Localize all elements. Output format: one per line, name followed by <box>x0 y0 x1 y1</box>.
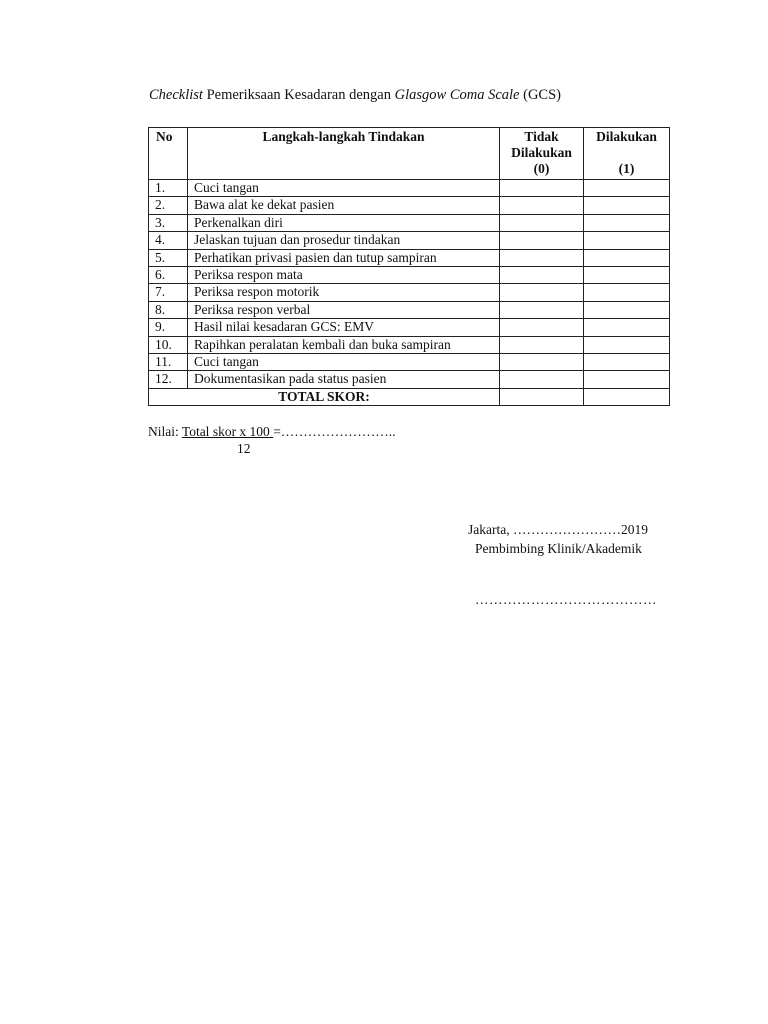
row-done-cell <box>584 197 670 214</box>
row-done-cell <box>584 214 670 231</box>
score-formula <box>148 424 396 440</box>
row-done-cell <box>584 353 670 370</box>
row-number: 9. <box>149 319 188 336</box>
table-row <box>149 336 670 353</box>
row-step: Periksa respon motorik <box>188 284 500 301</box>
row-done-cell <box>584 232 670 249</box>
row-done-cell <box>584 284 670 301</box>
row-number: 10. <box>149 336 188 353</box>
table-row <box>149 266 670 283</box>
row-done-cell <box>584 249 670 266</box>
table-row <box>149 180 670 197</box>
header-done-score: (1) <box>618 161 635 176</box>
header-not-done <box>500 128 584 180</box>
row-step: Rapihkan peralatan kembali dan buka sampiran <box>188 336 500 353</box>
checklist-table <box>148 127 670 406</box>
score-denominator: 12 <box>237 441 251 456</box>
row-not-done-cell <box>500 319 584 336</box>
row-step: Perhatikan privasi pasien dan tutup sampiran <box>188 249 500 266</box>
table-header-row <box>149 128 670 180</box>
row-done-cell <box>584 301 670 318</box>
score-label: Nilai: <box>148 424 182 439</box>
header-not-done-line1: Tidak <box>524 129 559 144</box>
row-done-cell <box>584 336 670 353</box>
row-step: Bawa alat ke dekat pasien <box>188 197 500 214</box>
row-not-done-cell <box>500 266 584 283</box>
table-row <box>149 353 670 370</box>
row-not-done-cell <box>500 197 584 214</box>
total-done-cell <box>584 388 670 405</box>
total-score-row <box>149 388 670 405</box>
row-not-done-cell <box>500 301 584 318</box>
row-step: Periksa respon mata <box>188 266 500 283</box>
table-row <box>149 232 670 249</box>
row-done-cell <box>584 319 670 336</box>
table-row <box>149 319 670 336</box>
row-step: Cuci tangan <box>188 353 500 370</box>
row-step: Cuci tangan <box>188 180 500 197</box>
header-done-spacer <box>589 145 664 161</box>
row-number: 7. <box>149 284 188 301</box>
row-done-cell <box>584 371 670 388</box>
signature-line: ………………………………… <box>475 592 657 607</box>
row-number: 12. <box>149 371 188 388</box>
score-numerator: Total skor x 100 <box>181 424 274 439</box>
row-step: Dokumentasikan pada status pasien <box>188 371 500 388</box>
row-done-cell <box>584 266 670 283</box>
row-number: 1. <box>149 180 188 197</box>
table-row <box>149 371 670 388</box>
row-not-done-cell <box>500 371 584 388</box>
title-middle-text: Pemeriksaan Kesadaran dengan <box>202 87 395 103</box>
row-not-done-cell <box>500 249 584 266</box>
total-not-done-cell <box>500 388 584 405</box>
table-row <box>149 214 670 231</box>
row-step: Hasil nilai kesadaran GCS: EMV <box>188 319 500 336</box>
header-no: No <box>149 128 188 180</box>
row-not-done-cell <box>500 180 584 197</box>
header-done-label: Dilakukan <box>596 129 657 144</box>
score-equals: =…………………….. <box>273 424 396 439</box>
signature-place-date: Jakarta, ……………………2019 <box>468 522 648 537</box>
table-row <box>149 249 670 266</box>
row-step: Perkenalkan diri <box>188 214 500 231</box>
row-number: 3. <box>149 214 188 231</box>
header-not-done-line2: Dilakukan <box>511 145 572 160</box>
row-not-done-cell <box>500 353 584 370</box>
row-number: 8. <box>149 301 188 318</box>
title-checklist-word: Checklist <box>149 87 203 103</box>
row-not-done-cell <box>500 232 584 249</box>
row-number: 2. <box>149 197 188 214</box>
row-step: Periksa respon verbal <box>188 301 500 318</box>
table-row <box>149 284 670 301</box>
row-done-cell <box>584 180 670 197</box>
row-number: 5. <box>149 249 188 266</box>
page-title <box>149 87 561 104</box>
header-not-done-score: (0) <box>533 161 550 176</box>
header-done <box>584 128 670 180</box>
header-steps: Langkah-langkah Tindakan <box>188 128 500 180</box>
row-not-done-cell <box>500 284 584 301</box>
row-step: Jelaskan tujuan dan prosedur tindakan <box>188 232 500 249</box>
title-gcs-name: Glasgow Coma Scale <box>394 87 520 103</box>
title-gcs-abbrev: (GCS) <box>519 87 561 103</box>
table-row <box>149 301 670 318</box>
row-number: 4. <box>149 232 188 249</box>
signature-role: Pembimbing Klinik/Akademik <box>475 541 642 556</box>
table-row <box>149 197 670 214</box>
row-number: 6. <box>149 266 188 283</box>
row-not-done-cell <box>500 336 584 353</box>
row-number: 11. <box>149 353 188 370</box>
row-not-done-cell <box>500 214 584 231</box>
total-score-label: TOTAL SKOR: <box>149 388 500 405</box>
